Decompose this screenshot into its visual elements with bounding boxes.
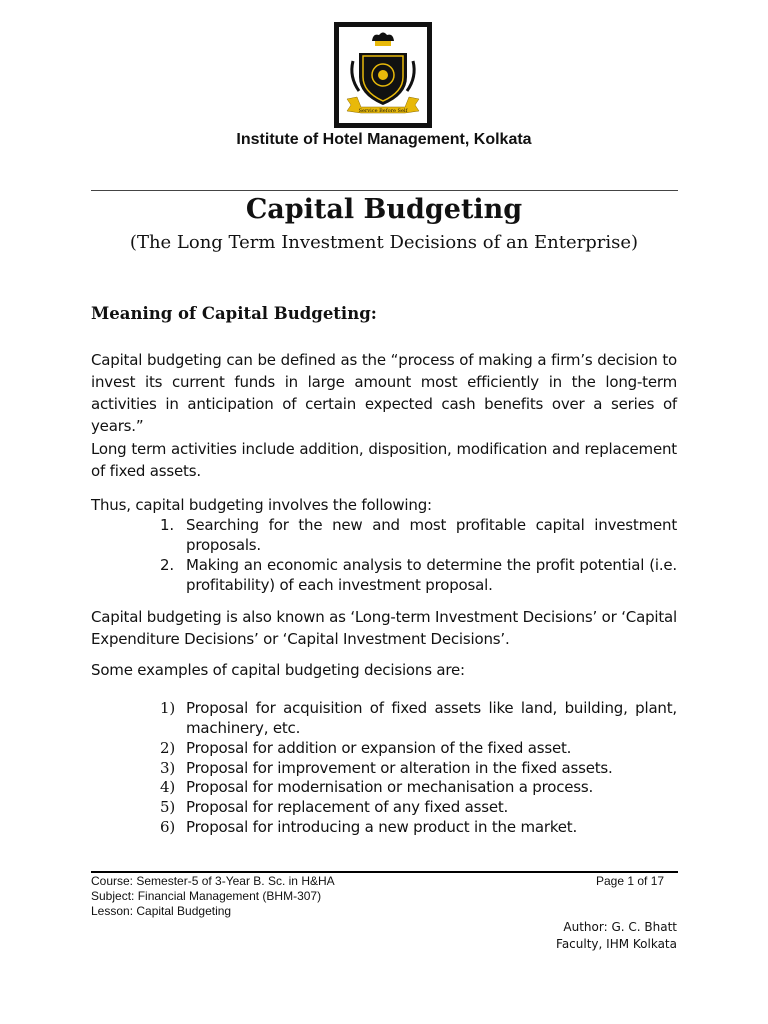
long-term-paragraph: Long term activities include addition, disposition, modification and replacement of fixed assets. (91, 440, 677, 480)
list-number: 5) (160, 798, 175, 816)
list-number: 3) (160, 759, 175, 777)
document-subtitle: (The Long Term Investment Decisions of an Enterprise) (129, 232, 639, 253)
definition-paragraph: Capital budgeting can be defined as the “process of making a firm’s decision to invest its current funds in large amount most efficiently in the long-term activities in anticipation of certain expected cash benefits over a series of years.” (91, 351, 677, 435)
header-rule (91, 190, 678, 191)
logo-motto: Service Before Self (358, 108, 408, 114)
footer-rule (91, 871, 678, 873)
institute-logo (334, 22, 432, 128)
list-number: 2. (160, 556, 174, 574)
list-text: Proposal for improvement or alteration in the fixed assets. (186, 759, 613, 777)
list-item (160, 555, 677, 595)
list-item (160, 797, 677, 817)
footer-lesson: Lesson: Capital Budgeting (91, 904, 232, 918)
section-heading: Meaning of Capital Budgeting: (91, 304, 377, 323)
footer-subject: Subject: Financial Management (BHM-307) (91, 889, 322, 903)
list-number: 1) (160, 699, 175, 717)
list-number: 4) (160, 778, 175, 796)
list-text: Proposal for modernisation or mechanisation a process. (186, 778, 594, 796)
list-text: Proposal for acquisition of fixed assets like land, building, plant, machinery, etc. (186, 699, 677, 737)
crest-emblem (339, 27, 427, 123)
list-item (160, 515, 677, 555)
list-item (160, 777, 677, 797)
list-number: 6) (160, 818, 175, 836)
list-text: Proposal for replacement of any fixed asset. (186, 798, 509, 816)
list-text: Searching for the new and most profitable capital investment proposals. (186, 516, 677, 554)
examples-intro: Some examples of capital budgeting decisions are: (91, 661, 465, 679)
involves-intro: Thus, capital budgeting involves the following: (91, 496, 432, 514)
known-as-paragraph: Capital budgeting is also known as ‘Long-term Investment Decisions’ or ‘Capital Expenditure Decisions’ or ‘Capital Investment Decisions’. (91, 608, 677, 648)
list-text: Proposal for addition or expansion of the fixed asset. (186, 739, 572, 757)
list-item (160, 698, 677, 738)
list-item (160, 817, 677, 837)
footer-page-number: Page 1 of 17 (596, 874, 665, 888)
footer-author: Author: G. C. Bhatt (563, 920, 677, 934)
institute-name: Institute of Hotel Management, Kolkata (236, 131, 532, 148)
list-item (160, 738, 677, 758)
list-item (160, 758, 677, 778)
list-number: 1. (160, 516, 174, 534)
document-title: Capital Budgeting (245, 194, 523, 225)
list-number: 2) (160, 739, 175, 757)
list-text: Proposal for introducing a new product in the market. (186, 818, 578, 836)
list-text: Making an economic analysis to determine the profit potential (i.e. profitability) of each investment proposal. (186, 556, 677, 594)
footer-faculty: Faculty, IHM Kolkata (556, 937, 677, 951)
footer-course: Course: Semester-5 of 3-Year B. Sc. in H&HA (91, 874, 335, 888)
